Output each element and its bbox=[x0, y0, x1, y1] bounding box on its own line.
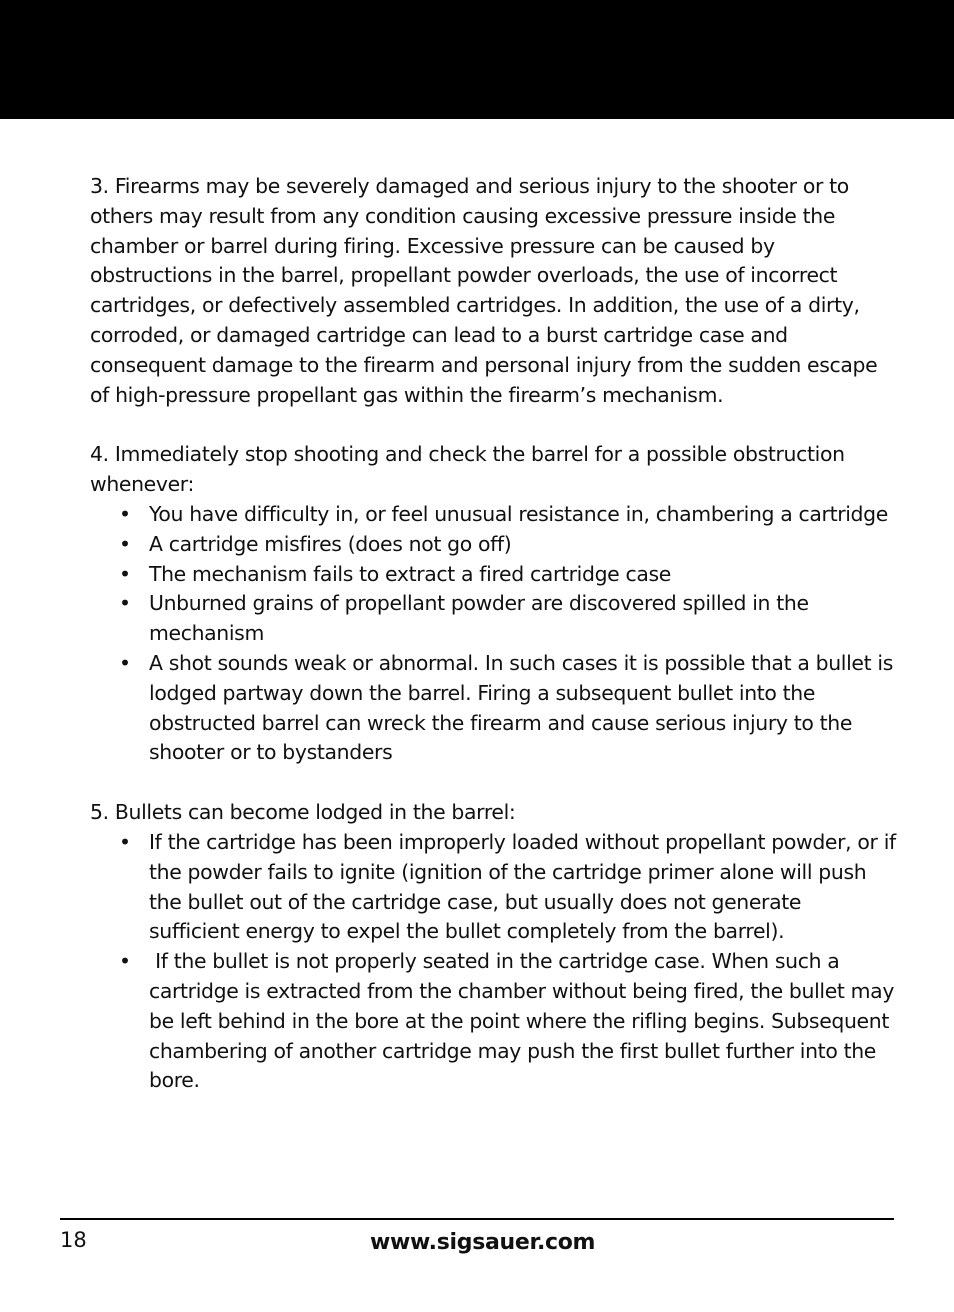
lodged-bullet-list bbox=[90, 828, 901, 1096]
list-item bbox=[90, 589, 896, 649]
header-band bbox=[0, 0, 954, 119]
list-item bbox=[90, 500, 896, 530]
footer-divider bbox=[60, 1218, 894, 1220]
list-item-text: A cartridge misfires (does not go off) bbox=[149, 531, 512, 556]
paragraph-3: 3. Firearms may be severely damaged and serious injury to the shooter or to others may result from any condition causing excessive pressure inside the chamber or barrel during firing. Excessive pressure can be caused by obstructions in the barrel, propellant powder overloads, the use of incorrect cartridges, or defectively assembled cartridges. In addition, the use of a dirty, corroded, or damaged cartridge can lead to a burst cartridge case and consequent damage to the firearm and personal injury from the sudden escape of high-pressure propellant gas within the firearm’s mechanism. bbox=[90, 174, 878, 407]
list-item bbox=[90, 947, 901, 1096]
obstruction-check-list bbox=[90, 500, 896, 768]
list-item bbox=[90, 560, 896, 590]
bullet-dot-icon: • bbox=[119, 561, 131, 586]
list-item-text: The mechanism fails to extract a fired cartridge case bbox=[149, 561, 671, 586]
page-number: 18 bbox=[60, 1228, 87, 1252]
page-content bbox=[90, 172, 901, 1096]
list-item bbox=[90, 530, 896, 560]
bullet-dot-icon: • bbox=[119, 531, 131, 556]
bullet-dot-icon: • bbox=[119, 829, 131, 854]
list-item-text: If the cartridge has been improperly loaded without propellant powder, or if the powder fails to ignite (ignition of the cartridge primer alone will push the bullet out of the cartridge case, but usually does not generate sufficient energy to expel the bullet completely from the barrel). bbox=[149, 829, 896, 944]
bullet-dot-icon: • bbox=[119, 949, 131, 974]
paragraph-4-intro: 4. Immediately stop shooting and check the barrel for a possible obstruction whenever: bbox=[90, 442, 845, 497]
website-link[interactable]: www.sigsauer.com bbox=[370, 1230, 596, 1255]
list-item-text: You have difficulty in, or feel unusual resistance in, chambering a cartridge bbox=[149, 501, 888, 526]
list-item-text: A shot sounds weak or abnormal. In such cases it is possible that a bullet is lodged partway down the barrel. Firing a subsequent bullet into the obstructed barrel can wreck the firearm and cause serious injury to the shooter or to bystanders bbox=[149, 650, 893, 765]
bullet-dot-icon: • bbox=[119, 501, 131, 526]
paragraph-spacer bbox=[90, 410, 896, 440]
paragraph-spacer bbox=[90, 768, 896, 798]
list-item-text: Unburned grains of propellant powder are discovered spilled in the mechanism bbox=[149, 591, 809, 646]
list-item bbox=[90, 649, 896, 768]
list-item-text: If the bullet is not properly seated in the cartridge case. When such a cartridge is extracted from the chamber without being fired, the bullet may be left behind in the bore at the point where the rifling begins. Subsequent chambering of another cartridge may push the first bullet further into the bore. bbox=[149, 949, 901, 1093]
bullet-dot-icon: • bbox=[119, 650, 131, 675]
paragraph-5-intro: 5. Bullets can become lodged in the barrel: bbox=[90, 800, 516, 825]
list-item bbox=[90, 828, 896, 947]
bullet-dot-icon: • bbox=[119, 591, 131, 616]
